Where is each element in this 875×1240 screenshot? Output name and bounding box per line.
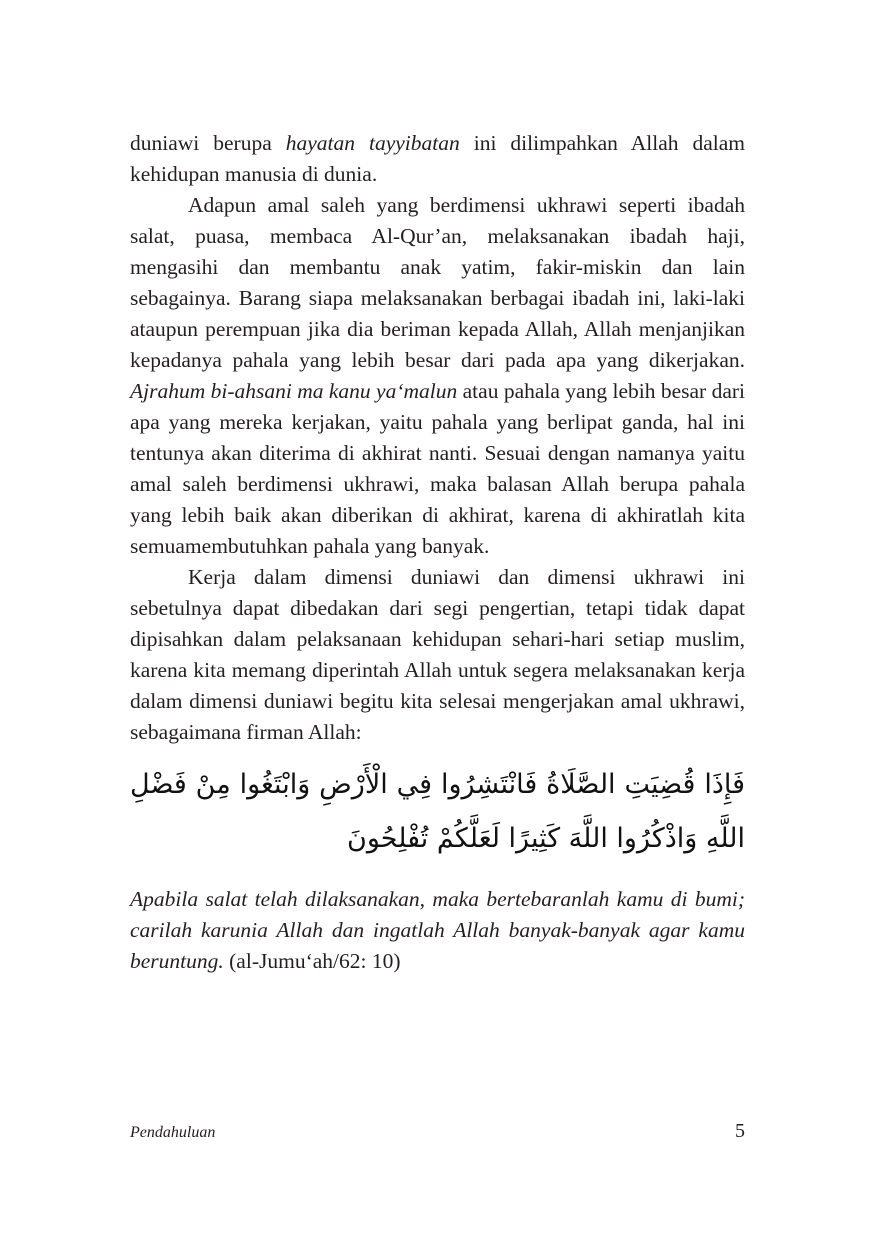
paragraph-1 [130,128,745,190]
verse-citation: (al-Jumu‘ah/62: 10) [223,949,401,973]
page-footer [130,1120,745,1150]
italic-term-hayatan: hayatan tayyibatan [285,131,460,155]
paragraph-2 [130,190,745,562]
paragraph-1-text-b: ini dilimpahkan Allah dalam kehidupan manusia di dunia. [130,131,745,186]
verse-translation [130,884,745,977]
page-number: 5 [735,1120,745,1142]
paragraph-2-text-a: Adapun amal saleh yang berdimensi ukhrawi seperti ibadah salat, puasa, membaca Al-Qur’an, melaksanakan ibadah haji, mengasihi dan membantu anak yatim, fakir-miskin dan lain sebagainya. Barang siapa melaksanakan berbagai ibadah ini, laki-laki ataupun perempuan jika dia beriman kepada Allah, Allah menjanjikan kepadanya pahala yang lebih besar dari pada apa yang dikerjakan. [130,193,745,372]
page-body [130,128,745,977]
paragraph-3-text: Kerja dalam dimensi duniawi dan dimensi ukhrawi ini sebetulnya dapat dibedakan dari segi pengertian, tetapi tidak dapat dipisahkan dalam pelaksanaan kehidupan sehari-hari setiap muslim, karena kita memang diperintah Allah untuk segera melaksanakan kerja dalam dimensi duniawi begitu kita selesai mengerjakan amal ukhrawi, sebagaimana firman Allah: [130,565,745,744]
italic-term-ajrahum: Ajrahum bi-ahsani ma kanu ya‘malun [130,379,458,403]
arabic-verse: فَإِذَا قُضِيَتِ الصَّلَاةُ فَانْتَشِرُوا فِي الْأَرْضِ وَابْتَغُوا مِنْ فَضْلِ اللَّهِ وَاذْكُرُوا اللَّهَ كَثِيرًا لَعَلَّكُمْ تُفْلِحُونَ [130,769,745,854]
running-head: Pendahuluan [130,1124,216,1141]
paragraph-3 [130,562,745,748]
paragraph-2-text-b: atau pahala yang lebih besar dari apa yang mereka kerjakan, yaitu pahala yang berlipat ganda, hal ini tentunya akan diterima di akhirat nanti. Sesuai dengan namanya yaitu amal saleh berdimensi ukhrawi, maka balasan Allah berupa pahala yang lebih baik akan diberikan di akhirat, karena di akhiratlah kita semuamembutuhkan pahala yang banyak. [130,379,746,558]
paragraph-1-text-a: duniawi berupa [130,131,286,155]
translation-italic: Apabila salat telah dilaksanakan, maka bertebaranlah kamu di bumi; carilah karunia Allah dan ingatlah Allah banyak-banyak agar kamu beruntung. [130,887,745,973]
